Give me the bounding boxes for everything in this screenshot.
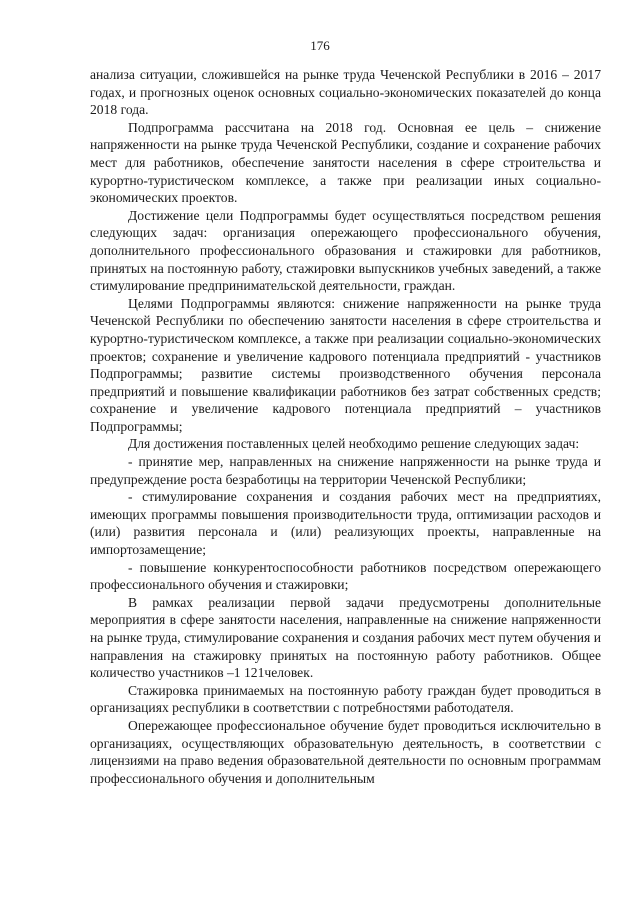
paragraph: Достижение цели Подпрограммы будет осуществляться посредством решения следующих задач: организация опережающего профессионального обучения, дополнительного профессионального образования и стажировки для работников, принятых на постоянную работу, стажировки выпускников учебных заведений, а также стимулирование предпринимательской деятельности, граждан.	[90, 207, 601, 294]
list-item: - принятие мер, направленных на снижение напряженности на рынке труда и предупреждение роста безработицы на территории Чеченской Республики;	[90, 454, 601, 487]
paragraph: анализа ситуации, сложившейся на рынке труда Чеченской Республики в 2016 – 2017 годах, и прогнозных оценок основных социально-экономических показателей до конца 2018 года.	[90, 67, 601, 118]
page-number: 176	[310, 38, 330, 53]
paragraph: Для достижения поставленных целей необходимо решение следующих задач:	[128, 436, 580, 452]
paragraph: Опережающее профессиональное обучение будет проводиться исключительно в организациях, осуществляющих образовательную деятельность, в соответствии с лицензиями на право ведения образовательной деятельности по основным программам профессионального обучения и дополнительным	[90, 717, 601, 786]
paragraph: В рамках реализации первой задачи предусмотрены дополнительные мероприятия в сфере занятости населения, направленные на снижение напряженности на рынке труда, стимулирование сохранения и создания рабочих мест путем обучения и направления на стажировку принятых на постоянную работу работников. Общее количество участников –1 121человек.	[90, 594, 601, 681]
paragraph: Целями Подпрограммы являются: снижение напряженности на рынке труда Чеченской Республики по обеспечению занятости населения в сфере строительства и курортно-туристическом комплексе, а также при реализации социально-экономических проектов; сохранение и увеличение кадрового потенциала предприятий - участников Подпрограммы; развитие системы производственного обучения персонала предприятий и повышение квалификации работников без затрат собственных средств; сохранение и увеличение кадрового потенциала предприятий – участников Подпрограммы;	[90, 295, 601, 434]
paragraph: Стажировка принимаемых на постоянную работу граждан будет проводиться в организациях республики в соответствии с потребностями работодателя.	[90, 682, 601, 716]
list-item: - стимулирование сохранения и создания рабочих мест на предприятиях, имеющих программы повышения производительности труда, оптимизации расходов и (или) развития персонала и (или) реализующих проекты, направленные на импортозамещение;	[90, 489, 601, 558]
paragraph: Подпрограмма рассчитана на 2018 год. Основная ее цель – снижение напряженности на рынке труда Чеченской Республики, создание и сохранение рабочих мест для работников, обеспечение занятости населения в сфере строительства и курортно-туристическом комплексе, а также при реализации иных социально-экономических проектов.	[90, 119, 601, 206]
list-item: - повышение конкурентоспособности работников посредством опережающего профессионального обучения и стажировки;	[90, 559, 601, 593]
document-body	[90, 66, 601, 787]
